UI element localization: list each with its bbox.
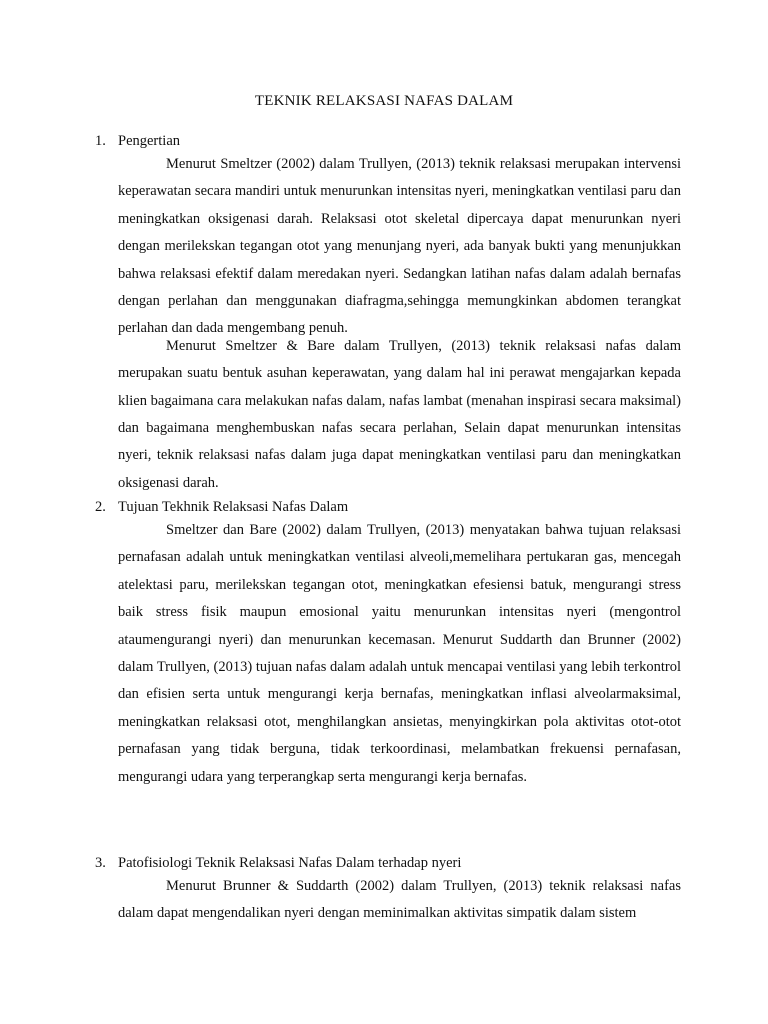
section-heading-text: Tujuan Tekhnik Relaksasi Nafas Dalam	[118, 499, 349, 515]
section-number: 3.	[95, 855, 106, 871]
paragraph: Smeltzer dan Bare (2002) dalam Trullyen, (2013) menyatakan bahwa tujuan relaksasi pernafasan adalah untuk meningkatkan ventilasi alveoli,memelihara pertukaran gas, mencegah atelektasi paru, merilekskan tegangan otot, meningkatkan efesiensi batuk, mengurangi stress baik stress fisik maupun emosional yaitu menurunkan intensitas nyeri (mengontrol ataumengurangi nyeri) dan menurunkan kecemasan. Menurut Suddarth dan Brunner (2002) dalam Trullyen, (2013) tujuan nafas dalam adalah untuk mencapai ventilasi yang lebih terkontrol dan efisien serta untuk mengurangi kerja bernafas, meningkatkan inflasi alveolarmaksimal, meningkatkan relaksasi otot, menghilangkan ansietas, menyingkirkan pola aktivitas otot-otot pernafasan yang tidak berguna, tidak terkoordinasi, melambatkan frekuensi pernafasan, mengurangi udara yang terperangkap serta mengurangi kerja bernafas.	[118, 522, 681, 785]
section-heading	[95, 498, 681, 517]
section-heading-text: Pengertian	[118, 133, 181, 149]
document-title: TEKNIK RELAKSASI NAFAS DALAM	[254, 93, 514, 109]
section-patofisiologi	[95, 854, 681, 928]
section-heading	[95, 132, 681, 151]
section-heading	[95, 854, 681, 873]
section-number: 1.	[95, 133, 106, 149]
section-pengertian	[95, 132, 681, 497]
section-heading-text: Patofisiologi Teknik Relaksasi Nafas Dalam terhadap nyeri	[118, 855, 462, 871]
section-number: 2.	[95, 499, 106, 515]
section-tujuan	[95, 498, 681, 791]
paragraph: Menurut Smeltzer (2002) dalam Trullyen, (2013) teknik relaksasi merupakan intervensi keperawatan secara mandiri untuk menurunkan intensitas nyeri, meningkatkan ventilasi paru dan meningkatkan oksigenasi darah. Relaksasi otot skeletal dipercaya dapat menurunkan nyeri dengan merilekskan tegangan otot yang menunjang nyeri, ada banyak bukti yang menunjukkan bahwa relaksasi efektif dalam meredakan nyeri. Sedangkan latihan nafas dalam adalah bernafas dengan perlahan dan menggunakan diafragma,sehingga memungkinkan abdomen terangkat perlahan dan dada mengembang penuh.	[118, 156, 681, 337]
paragraph: Menurut Brunner & Suddarth (2002) dalam Trullyen, (2013) teknik relaksasi nafas dalam dapat mengendalikan nyeri dengan meminimalkan aktivitas simpatik dalam sistem	[118, 878, 681, 922]
paragraph: Menurut Smeltzer & Bare dalam Trullyen, (2013) teknik relaksasi nafas dalam merupakan suatu bentuk asuhan keperawatan, yang dalam hal ini perawat mengajarkan kepada klien bagaimana cara melakukan nafas dalam, nafas lambat (menahan inspirasi secara maksimal) dan bagaimana menghembuskan nafas secara perlahan, Selain dapat menurunkan intensitas nyeri, teknik relaksasi nafas dalam juga dapat meningkatkan ventilasi paru dan meningkatkan oksigenasi darah.	[118, 337, 681, 491]
